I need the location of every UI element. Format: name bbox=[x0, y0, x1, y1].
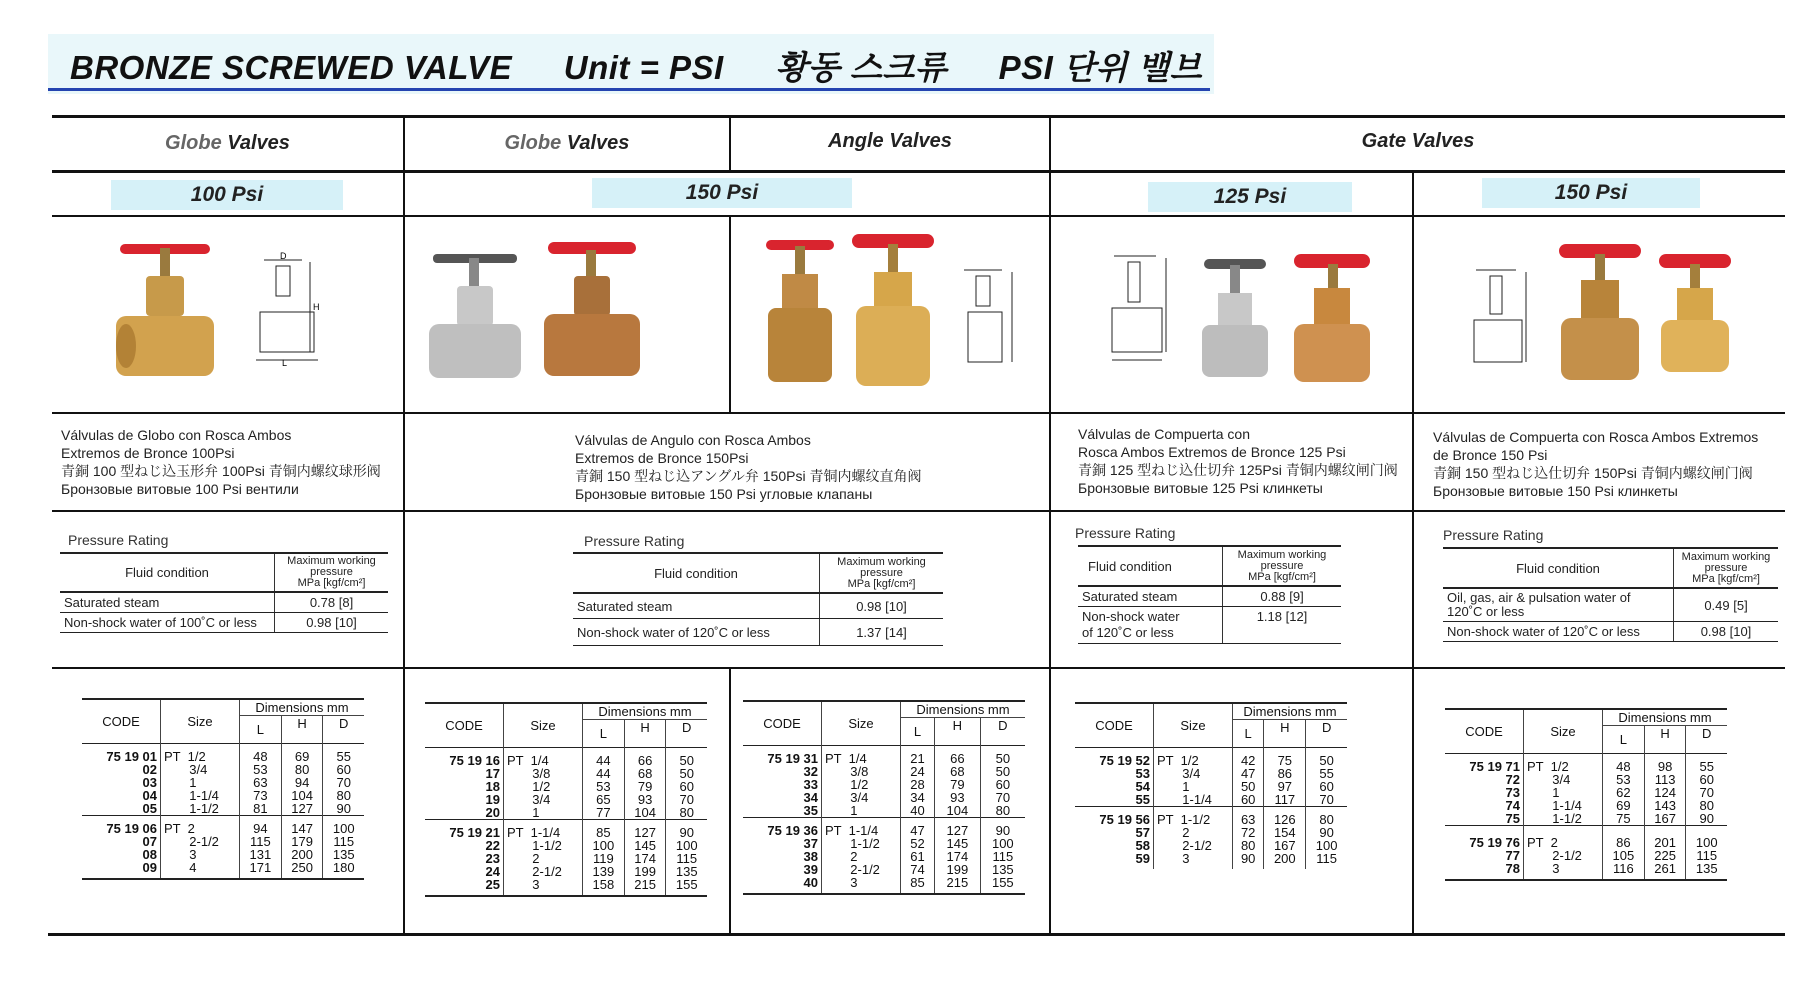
psi-label-100: 100 Psi bbox=[111, 180, 343, 210]
header-light: Globe bbox=[504, 132, 562, 154]
angle-valve-photo bbox=[760, 236, 840, 386]
title-kr2: PSI 단위 밸브 bbox=[998, 49, 1203, 86]
dimensions-header: Dimensions mm bbox=[240, 699, 365, 716]
size-cell: PT 1-1/4 1-1/2 2 2-1/2 3 bbox=[822, 818, 901, 895]
d-cell: 50 55 60 70 bbox=[1306, 748, 1347, 807]
size-cell: PT 1/4 3/8 1/2 3/4 1 bbox=[504, 748, 583, 820]
dimensions-header: Dimensions mm bbox=[583, 703, 708, 720]
description-gate-125 bbox=[1078, 425, 1398, 497]
pressure-value: 0.98 [10] bbox=[275, 613, 389, 633]
l-header: L bbox=[240, 716, 282, 744]
fluid-header: Fluid condition bbox=[573, 553, 820, 593]
code-header: CODE bbox=[425, 703, 504, 748]
header-dark: Valves bbox=[566, 132, 630, 154]
l-cell: 85 100 119 139 158 bbox=[583, 820, 625, 897]
h-cell: 147 179 200 250 bbox=[281, 816, 323, 880]
d-cell: 100 115 135 bbox=[1686, 826, 1727, 881]
h-cell: 127 145 174 199 215 bbox=[935, 818, 981, 895]
fluid-cell: Non-shock water of 120˚C or less bbox=[573, 619, 820, 646]
grid-line bbox=[1049, 115, 1051, 935]
l-cell: 63 72 80 90 bbox=[1233, 807, 1264, 870]
angle-valve-drawing bbox=[958, 262, 1023, 372]
desc-line: Бронзовые витовые 150 Psi угловые клапаны bbox=[575, 486, 873, 502]
title-kr1: 황동 스크류 bbox=[775, 49, 947, 86]
fluid-cell: Non-shock water of 120˚C or less bbox=[1443, 622, 1674, 642]
h-header: H bbox=[281, 716, 323, 744]
d-cell: 100 115 135 180 bbox=[323, 816, 364, 880]
dimension-table-globe-100 bbox=[82, 698, 364, 880]
grid-line bbox=[52, 667, 1785, 669]
description-globe-100 bbox=[61, 426, 381, 498]
description-gate-150 bbox=[1433, 428, 1758, 500]
l-cell: 94 115 131 171 bbox=[240, 816, 282, 880]
pressure-rating-table-globe-100 bbox=[60, 552, 388, 633]
desc-line: Válvulas de Angulo con Rosca Ambos bbox=[575, 432, 811, 448]
pressure-value: 0.88 [9] bbox=[1223, 586, 1342, 607]
pressure-value: 0.49 [5] bbox=[1674, 588, 1779, 622]
psi-label-125: 125 Psi bbox=[1148, 182, 1352, 212]
l-cell: 47 52 61 74 85 bbox=[901, 818, 935, 895]
grid-line bbox=[52, 115, 1785, 118]
d-header: D bbox=[1321, 720, 1332, 735]
code-cell: 75 19 76 77 78 bbox=[1445, 826, 1524, 881]
h-cell: 98 113 124 143 167 bbox=[1644, 754, 1686, 826]
d-cell: 80 90 100 115 bbox=[1306, 807, 1347, 870]
l-cell: 21 24 28 34 40 bbox=[901, 746, 935, 818]
pressure-rating-table-gate-125 bbox=[1078, 545, 1341, 644]
pressure-rating-label: Pressure Rating bbox=[1443, 527, 1544, 543]
pressure-rating-table-gate-150 bbox=[1443, 547, 1778, 642]
size-header: Size bbox=[1524, 709, 1603, 754]
gate-valve-red-photo bbox=[1290, 250, 1375, 385]
desc-line: Бронзовые витовые 100 Psi вентили bbox=[61, 481, 299, 497]
h-cell: 66 68 79 93 104 bbox=[935, 746, 981, 818]
fluid-cell: Saturated steam bbox=[1078, 586, 1223, 607]
h-cell: 69 80 94 104 127 bbox=[281, 744, 323, 816]
header-dark: Valves bbox=[227, 132, 290, 154]
description-angle-150 bbox=[575, 431, 921, 503]
size-cell: PT 1/2 3/4 1 1-1/4 1-1/2 bbox=[161, 744, 240, 816]
size-cell: PT 1-1/4 1-1/2 2 2-1/2 3 bbox=[504, 820, 583, 897]
grid-line bbox=[729, 215, 731, 412]
desc-line: Válvulas de Compuerta con Rosca Ambos Extremos bbox=[1433, 429, 1759, 445]
header-globe-valves-2 bbox=[405, 132, 729, 155]
grid-line bbox=[52, 510, 1785, 512]
desc-line: 青銅 150 型ねじ込仕切弁 150Psi 青铜内螺纹闸门阀 bbox=[1433, 465, 1753, 481]
code-header: CODE bbox=[82, 699, 161, 744]
page-title bbox=[70, 42, 1202, 89]
pressure-rating-label: Pressure Rating bbox=[1075, 525, 1176, 541]
size-header: Size bbox=[1154, 703, 1233, 748]
code-header: CODE bbox=[743, 701, 822, 746]
psi-label-150-globe-angle: 150 Psi bbox=[592, 178, 852, 208]
h-header: H bbox=[1264, 720, 1306, 748]
size-header: Size bbox=[161, 699, 240, 744]
grid-line bbox=[52, 215, 1785, 217]
grid-line bbox=[729, 667, 731, 935]
fluid-cell: Oil, gas, air & pulsation water of 120˚C or less bbox=[1443, 588, 1674, 622]
desc-line: Extremos de Bronce 100Psi bbox=[61, 445, 235, 461]
code-cell: 75 19 71 72 73 74 75 bbox=[1445, 754, 1524, 826]
fluid-cell: Non-shock water of 120˚C or less bbox=[1078, 607, 1223, 644]
gate-valve-silver-photo bbox=[1198, 255, 1273, 380]
pressure-rating-label: Pressure Rating bbox=[584, 533, 685, 549]
d-cell: 50 50 60 70 80 bbox=[666, 748, 707, 820]
gate-valve-bronze-photo bbox=[1555, 240, 1645, 385]
d-cell: 55 60 70 80 90 bbox=[323, 744, 364, 816]
grid-line bbox=[403, 115, 405, 935]
dimensions-header: Dimensions mm bbox=[901, 701, 1026, 718]
psi-label-150-gate: 150 Psi bbox=[1482, 178, 1700, 208]
d-cell: 90 100 115 135 155 bbox=[980, 818, 1025, 895]
desc-line: de Bronce 150 Psi bbox=[1433, 447, 1548, 463]
h-cell: 75 86 97 117 bbox=[1264, 748, 1306, 807]
size-header: Size bbox=[504, 703, 583, 748]
grid-line bbox=[1412, 170, 1414, 935]
size-cell: PT 1/4 3/8 1/2 3/4 1 bbox=[822, 746, 901, 818]
d-cell: 90 100 115 135 155 bbox=[666, 820, 707, 897]
size-cell: PT 1-1/2 2 2-1/2 3 bbox=[1154, 807, 1233, 870]
fluid-cell: Non-shock water of 100˚C or less bbox=[60, 613, 275, 633]
desc-line: Válvulas de Globo con Rosca Ambos bbox=[61, 427, 292, 443]
size-cell: PT 1/2 3/4 1 1-1/4 bbox=[1154, 748, 1233, 807]
code-cell: 75 19 52 53 54 55 bbox=[1075, 748, 1154, 807]
dimension-table-gate-125 bbox=[1075, 702, 1347, 869]
pressure-rating-label: Pressure Rating bbox=[68, 532, 169, 548]
fluid-header: Fluid condition bbox=[60, 553, 275, 592]
code-cell: 75 19 56 57 58 59 bbox=[1075, 807, 1154, 870]
pressure-value: 0.98 [10] bbox=[1674, 622, 1779, 642]
code-cell: 75 19 06 07 08 09 bbox=[82, 816, 161, 880]
fluid-cell: Saturated steam bbox=[60, 592, 275, 613]
dimensions-header: Dimensions mm bbox=[1603, 709, 1728, 726]
grid-line bbox=[52, 412, 1785, 414]
title-en: BRONZE SCREWED VALVE bbox=[70, 49, 513, 86]
fluid-header: Fluid condition bbox=[1443, 548, 1674, 588]
drawing-label-l: L bbox=[282, 358, 288, 367]
gate-valve-drawing-150 bbox=[1470, 262, 1535, 377]
grid-line bbox=[52, 170, 1785, 173]
code-header: CODE bbox=[1075, 703, 1154, 748]
grid-line bbox=[48, 933, 1785, 936]
desc-line: Rosca Ambos Extremos de Bronce 125 Psi bbox=[1078, 444, 1346, 460]
max-pressure-header: Maximum working pressure MPa [kgf/cm²] bbox=[1674, 548, 1779, 588]
code-cell: 75 19 01 02 03 04 05 bbox=[82, 744, 161, 816]
code-cell: 75 19 16 17 18 19 20 bbox=[425, 748, 504, 820]
h-cell: 126 154 167 200 bbox=[1264, 807, 1306, 870]
d-cell: 55 60 70 80 90 bbox=[1686, 754, 1727, 826]
h-cell: 201 225 261 bbox=[1644, 826, 1686, 881]
gate-valve-drawing-125 bbox=[1108, 248, 1173, 368]
code-header: CODE bbox=[1445, 709, 1524, 754]
desc-line: Бронзовые витовые 150 Psi клинкеты bbox=[1433, 483, 1678, 499]
d-header: D bbox=[1702, 726, 1712, 741]
dimension-table-angle-150 bbox=[743, 700, 1025, 895]
code-cell: 75 19 36 37 38 39 40 bbox=[743, 818, 822, 895]
l-cell: 86 105 116 bbox=[1603, 826, 1645, 881]
size-cell: PT 2 2-1/2 3 4 bbox=[161, 816, 240, 880]
desc-line: 青銅 100 型ねじ込玉形弁 100Psi 青铜内螺纹球形阀 bbox=[61, 463, 381, 479]
size-header: Size bbox=[822, 701, 901, 746]
desc-line: 青銅 125 型ねじ込仕切弁 125Psi 青铜内螺纹闸门阀 bbox=[1078, 462, 1398, 478]
desc-line: 青銅 150 型ねじ込アングル弁 150Psi 青铜内螺纹直角阀 bbox=[575, 468, 922, 484]
globe-valve-drawing bbox=[252, 252, 322, 367]
d-header: D bbox=[682, 720, 692, 735]
header-gate-valves: Gate Valves bbox=[1361, 130, 1475, 152]
size-cell: PT 1/2 3/4 1 1-1/4 1-1/2 bbox=[1524, 754, 1603, 826]
dimension-table-globe-150 bbox=[425, 702, 707, 897]
desc-line: Бронзовые витовые 125 Psi клинкеты bbox=[1078, 480, 1323, 496]
pressure-rating-table-globe-angle-150 bbox=[573, 552, 943, 646]
d-header: D bbox=[339, 716, 349, 731]
globe-valve-silver-photo bbox=[425, 248, 525, 383]
header-angle-valves: Angle Valves bbox=[828, 130, 952, 152]
globe-valve-photo bbox=[110, 238, 220, 383]
desc-line: Extremos de Bronce 150Psi bbox=[575, 450, 749, 466]
max-pressure-header: Maximum working pressure MPa [kgf/cm²] bbox=[820, 553, 944, 593]
angle-valve-brass-photo bbox=[848, 230, 938, 390]
d-header: D bbox=[998, 718, 1008, 733]
size-cell: PT 2 2-1/2 3 bbox=[1524, 826, 1603, 881]
h-header: H bbox=[624, 720, 666, 748]
h-cell: 66 68 79 93 104 bbox=[624, 748, 666, 820]
gate-valve-brass-photo bbox=[1655, 250, 1735, 375]
l-cell: 48 53 63 73 81 bbox=[240, 744, 282, 816]
l-cell: 48 53 62 69 75 bbox=[1603, 754, 1645, 826]
dimensions-header: Dimensions mm bbox=[1233, 703, 1348, 720]
pressure-value: 0.78 [8] bbox=[275, 592, 389, 613]
l-header: L bbox=[1603, 726, 1645, 754]
h-cell: 127 145 174 199 215 bbox=[624, 820, 666, 897]
code-cell: 75 19 31 32 33 34 35 bbox=[743, 746, 822, 818]
fluid-header: Fluid condition bbox=[1078, 546, 1223, 586]
l-cell: 42 47 50 60 bbox=[1233, 748, 1264, 807]
l-header: L bbox=[901, 718, 935, 746]
l-cell: 44 44 53 65 77 bbox=[583, 748, 625, 820]
l-header: L bbox=[583, 720, 625, 748]
code-cell: 75 19 21 22 23 24 25 bbox=[425, 820, 504, 897]
max-pressure-header: Maximum working pressure MPa [kgf/cm²] bbox=[275, 553, 389, 592]
globe-valve-red-photo bbox=[540, 238, 645, 383]
h-header: H bbox=[1644, 726, 1686, 754]
max-pressure-header: Maximum working pressure MPa [kgf/cm²] bbox=[1223, 546, 1342, 586]
fluid-cell: Saturated steam bbox=[573, 593, 820, 619]
drawing-label-d: D bbox=[280, 252, 287, 261]
h-header: H bbox=[935, 718, 981, 746]
dimension-table-gate-150 bbox=[1445, 708, 1727, 881]
header-light: Globe bbox=[165, 132, 222, 154]
drawing-label-h: H bbox=[313, 302, 320, 312]
pressure-value: 1.37 [14] bbox=[820, 619, 944, 646]
pressure-value: 1.18 [12] bbox=[1223, 607, 1342, 644]
title-unit: Unit = PSI bbox=[563, 49, 724, 86]
d-cell: 50 50 60 70 80 bbox=[980, 746, 1025, 818]
pressure-value: 0.98 [10] bbox=[820, 593, 944, 619]
desc-line: Válvulas de Compuerta con bbox=[1078, 426, 1250, 442]
header-globe-valves-1 bbox=[52, 132, 403, 155]
l-header: L bbox=[1233, 720, 1264, 748]
